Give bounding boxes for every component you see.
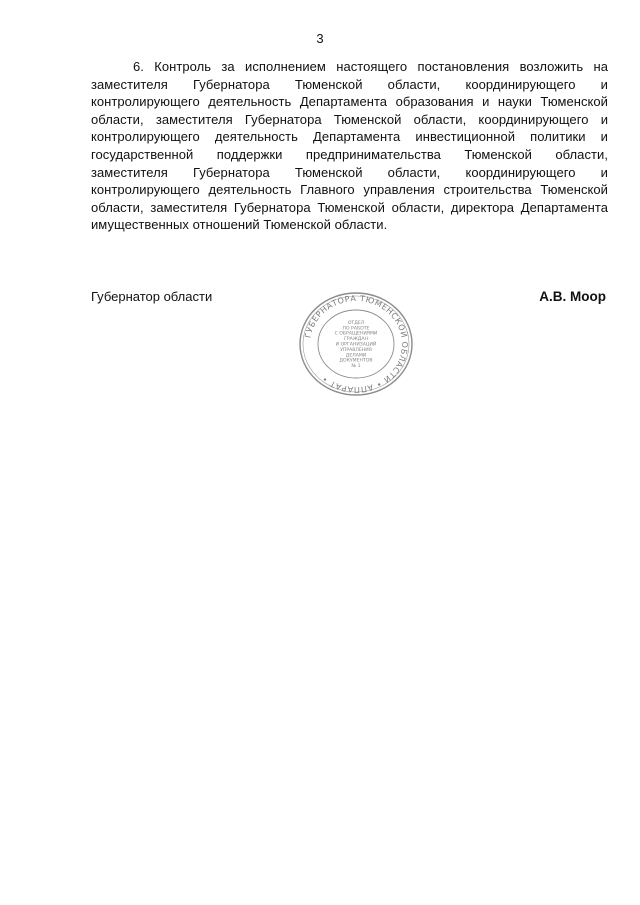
svg-text:УПРАВЛЕНИЯ: УПРАВЛЕНИЯ <box>340 347 372 353</box>
svg-text:ОТДЕЛ: ОТДЕЛ <box>347 320 365 326</box>
svg-text:ДОКУМЕНТОВ: ДОКУМЕНТОВ <box>339 358 373 364</box>
svg-text:ГРАЖДАН: ГРАЖДАН <box>344 337 368 343</box>
svg-text:№ 1: № 1 <box>351 364 361 370</box>
svg-text:С ОБРАЩЕНИЯМИ: С ОБРАЩЕНИЯМИ <box>334 331 378 337</box>
signature-name: А.В. Моор <box>539 289 606 304</box>
svg-text:ПО РАБОТЕ: ПО РАБОТЕ <box>342 326 370 332</box>
official-stamp <box>297 292 415 397</box>
svg-text:ГУБЕРНАТОРА ТЮМЕНСКОЙ ОБЛАСТИ: ГУБЕРНАТОРА ТЮМЕНСКОЙ ОБЛАСТИ • АППАРАТ • <box>303 293 410 395</box>
control-paragraph: 6. Контроль за исполнением настоящего постановления возложить на заместителя Губернатора Тюменской области, координирующего и контролирующего деятельность Департамента образования и науки Тюменской области, заместителя Губернатора Тюменской области, координирующего и контролирующего деятельность Департамента инвестиционной политики и государственной поддержки предпринимательства Тюменской области, заместителя Губернатора Тюменской области, координирующего и контролирующего деятельность Главного управления строительства Тюменской области, заместителя Губернатора Тюменской области, директора Департамента имущественных отношений Тюменской области. <box>91 59 608 233</box>
svg-text:ДЕЛАМИ: ДЕЛАМИ <box>345 353 367 359</box>
page-number: 3 <box>316 31 324 46</box>
stamp-seal-graphic <box>297 292 415 397</box>
signature-title: Губернатор области <box>91 289 213 304</box>
svg-text:И ОРГАНИЗАЦИЙ: И ОРГАНИЗАЦИЙ <box>335 342 377 348</box>
